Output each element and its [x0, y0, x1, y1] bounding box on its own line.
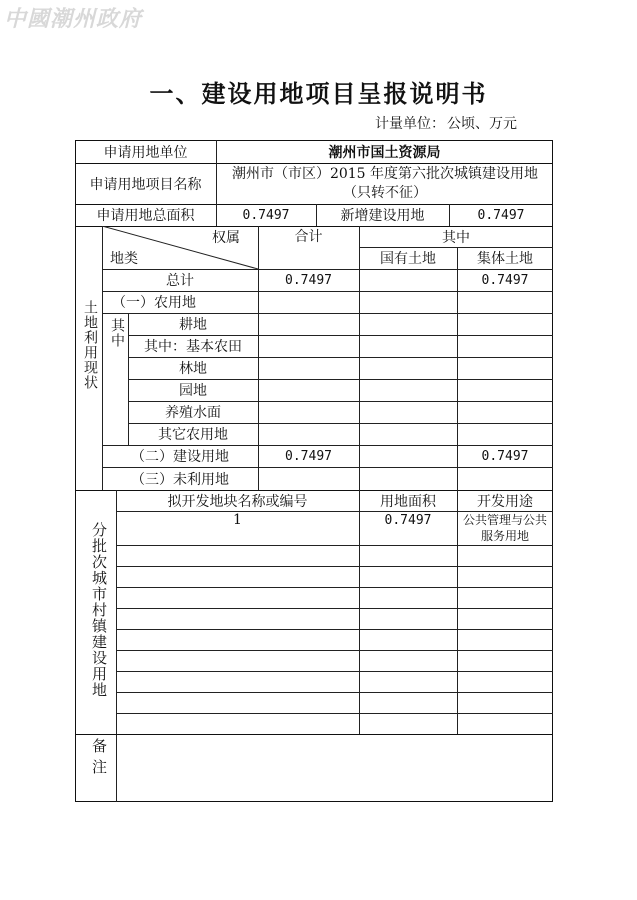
agri-sub-label: 其中 — [109, 318, 125, 348]
header-state-owned: 国有土地 — [380, 251, 436, 267]
batch-row-purpose: 公共管理与公共服务用地 — [462, 513, 547, 543]
row-construction-collective: 0.7497 — [481, 448, 529, 464]
unit-value: 公顷、万元 — [447, 116, 517, 132]
row-construction-total: 0.7497 — [285, 448, 332, 464]
new-construction-value: 0.7497 — [477, 207, 525, 223]
batch-header-purpose: 开发用途 — [477, 493, 533, 510]
row-cultivated-label: 耕地 — [179, 317, 207, 333]
row-grand-total-collective: 0.7497 — [481, 272, 529, 288]
page-title: 一、建设用地项目呈报说明书 — [149, 79, 488, 108]
batch-header-plot-name: 拟开发地块名称或编号 — [167, 493, 308, 510]
project-name-label: 申请用地项目名称 — [89, 176, 202, 193]
project-name-value: 潮州市（市区）2015 年度第六批次城镇建设用地（只转不征） — [231, 165, 539, 201]
batch-row-area: 0.7497 — [384, 512, 432, 528]
row-forest-label: 林地 — [179, 361, 207, 377]
row-other-agri-label: 其它农用地 — [158, 427, 228, 443]
watermark-text: 中國潮州政府 — [4, 7, 143, 32]
remarks-value — [116, 734, 553, 802]
header-of-which: 其中 — [442, 229, 470, 246]
total-area-label: 申请用地总面积 — [96, 208, 195, 224]
row-grand-total-total: 0.7497 — [285, 272, 332, 288]
row-unused-label: （三）未利用地 — [131, 471, 229, 488]
row-basic-farmland-label: 其中：基本农田 — [144, 339, 242, 355]
row-agricultural-label: （一）农用地 — [112, 295, 196, 311]
row-construction-state — [359, 445, 457, 467]
unit-label: 计量单位： — [375, 116, 445, 132]
remarks-label: 备注 — [90, 738, 108, 780]
row-grand-total-label: 总计 — [166, 273, 194, 289]
header-ownership: 权属 — [212, 230, 240, 246]
apply-unit-value: 潮州市国土资源局 — [328, 144, 441, 161]
row-aquaculture-label: 养殖水面 — [165, 405, 221, 421]
apply-unit-label: 申请用地单位 — [103, 144, 188, 161]
batch-section-label: 分批次城市村镇建设用地 — [90, 522, 108, 698]
header-collective: 集体土地 — [477, 251, 533, 267]
total-area-value: 0.7497 — [242, 207, 290, 223]
header-total: 合计 — [294, 229, 323, 245]
row-construction-label: （二）建设用地 — [131, 449, 229, 465]
row-grand-total-state — [359, 269, 457, 291]
batch-header-area: 用地面积 — [380, 493, 436, 510]
header-land-type: 地类 — [110, 251, 138, 267]
landuse-section-label: 土地利用现状 — [82, 300, 98, 390]
row-garden-label: 园地 — [179, 383, 207, 399]
new-construction-label: 新增建设用地 — [340, 208, 425, 224]
batch-row-plot: 1 — [233, 512, 242, 528]
